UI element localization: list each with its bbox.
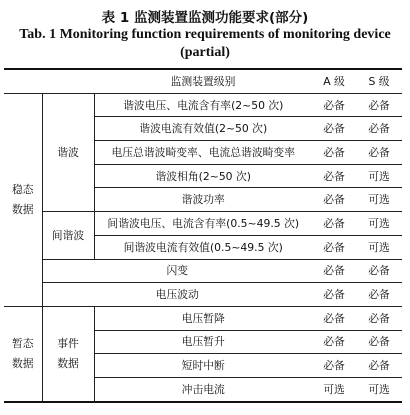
row-grade-s: 可选 [356,212,402,236]
row-grade-s: 必备 [356,259,402,283]
row-grade-a: 必备 [312,141,356,165]
row-item: 谐波功率 [94,188,312,212]
row-grade-s: 必备 [356,330,402,354]
row-grade-s: 必备 [356,117,402,141]
row-grade-a: 可选 [312,377,356,401]
group-event-data: 事件数据 [42,306,94,401]
group-interharmonic: 间谐波 [42,212,94,259]
row-item: 电压暂降 [94,306,312,330]
row-item: 间谐波电流有效值(0.5~49.5 次) [94,235,312,259]
table-caption-english: Tab. 1 Monitoring function requirements of monitoring device (partial) [19,27,391,60]
row-item: 谐波相角(2~50 次) [94,164,312,188]
header-grade-a: A 级 [312,69,356,93]
row-item: 电压总谐波畸变率、电流总谐波畸变率 [94,141,312,165]
header-item: 监测装置级别 [94,69,312,93]
row-item: 闪变 [42,259,312,283]
row-item: 间谐波电压、电流含有率(0.5~49.5 次) [94,212,312,236]
monitoring-requirements-table [4,68,402,403]
row-grade-s: 必备 [368,98,390,112]
group-steady-data: 稳态数据 [11,182,34,216]
row-grade-s: 可选 [356,164,402,188]
table-caption-chinese: 表 1 监测装置监测功能要求(部分) [101,10,309,26]
row-grade-s: 可选 [356,235,402,259]
row-grade-s: 必备 [356,306,402,330]
row-grade-s: 必备 [356,354,402,378]
row-grade-a: 必备 [312,212,356,236]
row-item: 冲击电流 [94,377,312,401]
row-grade-a: 必备 [323,98,345,112]
table-row [4,306,402,330]
row-grade-a: 必备 [312,117,356,141]
row-item: 电压波动 [42,283,312,307]
table-header-row [4,69,402,93]
row-grade-a: 必备 [312,354,356,378]
row-grade-a: 必备 [312,188,356,212]
header-grade-s: S 级 [356,69,402,93]
table-row [4,259,402,283]
row-grade-a: 必备 [312,164,356,188]
row-grade-s: 必备 [356,141,402,165]
row-grade-a: 必备 [312,259,356,283]
table-row [4,93,402,117]
row-grade-s: 可选 [356,188,402,212]
row-grade-a: 必备 [312,283,356,307]
row-grade-a: 必备 [312,306,356,330]
row-grade-s: 必备 [356,283,402,307]
table-row [4,283,402,307]
row-item: 电压暂升 [94,330,312,354]
group-harmonic: 谐波 [42,93,94,211]
row-item: 谐波电压、电流含有率(2~50 次) [94,93,312,117]
row-grade-a: 必备 [312,330,356,354]
row-grade-a: 必备 [312,235,356,259]
row-item: 短时中断 [94,354,312,378]
row-grade-s: 可选 [356,377,402,401]
table-row [4,212,402,236]
row-item: 谐波电流有效值(2~50 次) [94,117,312,141]
group-transient-data: 暂态数据 [4,306,42,401]
